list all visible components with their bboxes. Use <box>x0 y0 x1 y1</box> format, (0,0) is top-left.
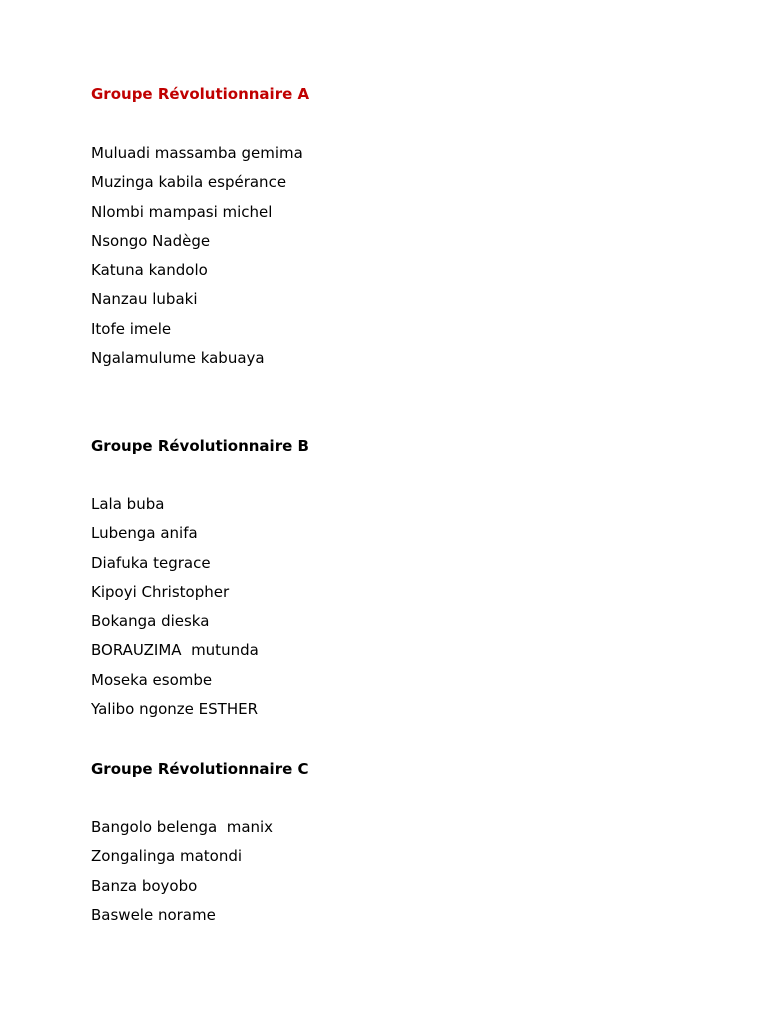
list-item: Lala buba <box>91 495 165 513</box>
list-item: Ngalamulume kabuaya <box>91 349 265 368</box>
list-item: Zongalinga matondi <box>91 847 243 866</box>
list-item: Kipoyi Christopher <box>91 582 230 601</box>
list-item: Muluadi massamba gemima <box>91 144 303 162</box>
list-item: Bangolo belenga manix <box>91 818 274 836</box>
list-item: Yalibo ngonze ESTHER <box>91 700 259 719</box>
list-item: Banza boyobo <box>91 876 198 895</box>
group-b-title: Groupe Révolutionnaire B <box>91 437 309 455</box>
list-item: Diafuka tegrace <box>91 553 211 572</box>
group-c-member-list <box>91 817 273 934</box>
list-item: Nsongo Nadège <box>91 231 211 250</box>
list-item: Lubenga anifa <box>91 524 198 543</box>
list-item: Itofe imele <box>91 319 172 338</box>
list-item: Baswele norame <box>91 905 216 924</box>
group-a-member-list <box>91 143 303 377</box>
list-item: Muzinga kabila espérance <box>91 173 287 192</box>
group-a-title: Groupe Révolutionnaire A <box>91 85 310 103</box>
group-c-title: Groupe Révolutionnaire C <box>91 760 309 778</box>
list-item: Nanzau lubaki <box>91 290 198 309</box>
list-item: BORAUZIMA mutunda <box>91 641 259 660</box>
list-item: Bokanga dieska <box>91 612 210 631</box>
group-b-member-list <box>91 494 259 728</box>
list-item: Moseka esombe <box>91 670 213 689</box>
list-item: Katuna kandolo <box>91 261 208 280</box>
list-item: Nlombi mampasi michel <box>91 202 273 221</box>
